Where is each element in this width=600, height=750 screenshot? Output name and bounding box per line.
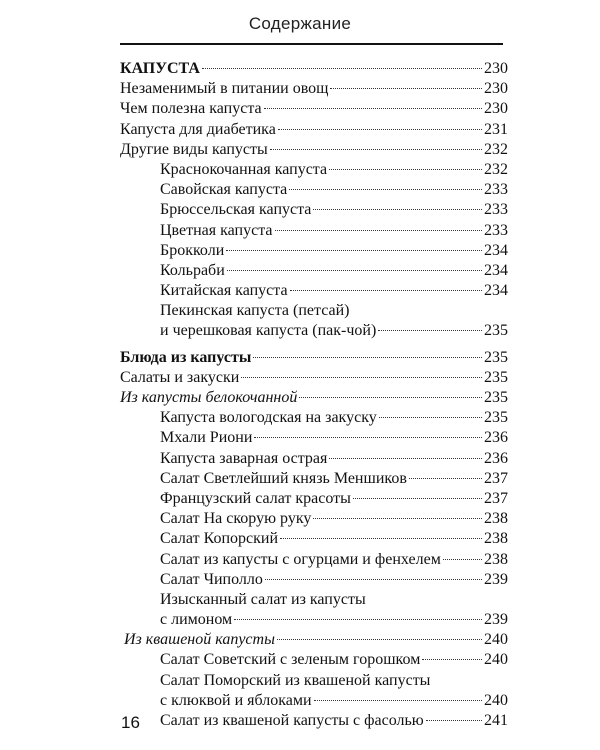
- dot-leader: [378, 330, 482, 331]
- dot-leader: [275, 230, 482, 231]
- dot-leader: [329, 169, 482, 170]
- toc-entry-page: 234: [484, 241, 508, 259]
- toc-entry: [120, 550, 508, 570]
- dot-leader: [270, 149, 482, 150]
- toc-entry: [120, 99, 508, 119]
- dot-leader: [278, 129, 482, 130]
- toc-entry-title: Салат Поморский из квашеной капусты: [160, 671, 431, 689]
- dot-leader: [426, 720, 482, 721]
- toc-entry-title: Мхали Риони: [160, 429, 253, 447]
- toc-entry-title: Салат Советский с зеленым горошком: [160, 651, 421, 669]
- toc-entry-page: 230: [484, 60, 508, 77]
- dot-leader: [409, 478, 482, 479]
- toc-entry-page: 234: [484, 261, 508, 279]
- toc-entry-title: Салат из квашеной капусты с фасолью: [160, 712, 424, 729]
- toc-entry-page: 233: [484, 181, 508, 199]
- toc-entry: [120, 120, 508, 140]
- dot-leader: [313, 209, 482, 210]
- toc-entry-title: Капуста для диабетика: [120, 120, 276, 138]
- dot-leader: [253, 357, 482, 358]
- toc-entry-title: Из капусты белокочанной: [120, 389, 298, 406]
- toc-entry-page: 238: [484, 550, 508, 568]
- toc-entry-page: 238: [484, 530, 508, 548]
- toc-entry-title: Другие виды капусты: [120, 140, 268, 158]
- toc-entry-page: 233: [484, 201, 508, 219]
- toc-entry-page: 230: [484, 80, 508, 98]
- toc-entry: [120, 489, 508, 509]
- toc-entry: [120, 368, 508, 388]
- toc-entry: [120, 160, 508, 180]
- toc-entry-title: с лимоном: [160, 611, 233, 629]
- toc-entry-title: Салат На скорую руку: [160, 510, 312, 528]
- toc-entry: [120, 630, 508, 650]
- toc-entry-title: Чем полезна капуста: [120, 100, 262, 118]
- toc-entry-page: 240: [484, 631, 508, 649]
- toc-entry-page: 235: [484, 348, 508, 366]
- toc-entry-title: и черешковая капуста (пак-чой): [160, 322, 377, 340]
- dot-leader: [443, 559, 482, 560]
- toc-entry-title: Из квашеной капусты: [124, 631, 275, 649]
- toc-entry: [120, 469, 508, 489]
- toc-entry-page: 240: [484, 651, 508, 669]
- toc-entry-title: Салат Светлейший князь Меншиков: [160, 469, 407, 487]
- dot-leader: [353, 498, 482, 499]
- toc-entry-title: Блюда из капусты: [120, 348, 252, 366]
- toc-entry-page: 239: [484, 611, 508, 629]
- toc-entry-title: Китайская капуста: [160, 282, 288, 300]
- dot-leader: [254, 437, 482, 438]
- toc-entry-title: Пекинская капуста (петсай): [160, 302, 350, 320]
- toc-entry-page: 236: [484, 449, 508, 467]
- toc-entry: [120, 570, 508, 590]
- dot-leader: [379, 417, 482, 418]
- toc-entry-page: 233: [484, 221, 508, 239]
- toc-entry-title: Салаты и закуски: [120, 368, 240, 386]
- dot-leader: [289, 189, 482, 190]
- toc-entry: [120, 281, 508, 301]
- toc-entry: [120, 79, 508, 99]
- dot-leader: [280, 538, 482, 539]
- dot-leader: [313, 518, 482, 519]
- toc-entry: [120, 180, 508, 200]
- toc-entry: [120, 200, 508, 220]
- toc-entry-page: 235: [484, 322, 508, 340]
- dot-leader: [264, 108, 482, 109]
- toc-entry-title: Французский салат красоты: [160, 489, 351, 507]
- page-number: 16: [121, 713, 140, 732]
- toc-entry: [120, 428, 508, 448]
- toc-entry-title: Краснокочанная капуста: [160, 160, 328, 178]
- running-header: Содержание: [248, 14, 352, 33]
- toc-entry: [120, 408, 508, 428]
- dot-leader: [330, 88, 482, 89]
- toc-entry-page: 232: [484, 160, 508, 178]
- toc-entry-title: Капуста вологодская на закуску: [160, 409, 377, 427]
- toc-entry: [120, 241, 508, 261]
- toc-entry-title: Незаменимый в питании овощ: [120, 80, 329, 98]
- toc-entry-page: 236: [484, 429, 508, 447]
- toc-entry-page: 235: [484, 389, 508, 406]
- dot-leader: [226, 250, 482, 251]
- toc-entry: [120, 509, 508, 529]
- toc-entry-title: Салат Чиполло: [160, 570, 263, 588]
- dot-leader: [422, 659, 482, 660]
- toc-entry: [120, 388, 508, 408]
- dot-leader: [234, 619, 482, 620]
- toc-entry-page: 232: [484, 140, 508, 158]
- toc-entry: [120, 348, 508, 368]
- toc-entry-page: 238: [484, 510, 508, 528]
- toc-entry-page: 230: [484, 100, 508, 118]
- toc-entry-title: КАПУСТА: [120, 60, 200, 77]
- toc-entry-page: 241: [484, 712, 508, 729]
- toc-entry-title: Кольраби: [160, 261, 225, 279]
- dot-leader: [290, 290, 482, 291]
- toc-entry: [120, 691, 508, 711]
- dot-leader: [241, 377, 482, 378]
- toc-entry: [120, 321, 508, 341]
- dot-leader: [329, 458, 482, 459]
- toc-entry-page: 235: [484, 409, 508, 427]
- toc-entry: [120, 590, 508, 610]
- dot-leader: [227, 270, 482, 271]
- toc-entry: [120, 449, 508, 469]
- toc-entry: [120, 301, 508, 321]
- toc-entry: [120, 671, 508, 691]
- toc-entry: [120, 140, 508, 160]
- toc-entry-page: 240: [484, 691, 508, 709]
- toc-entry-title: Изысканный салат из капусты: [160, 590, 366, 608]
- dot-leader: [202, 68, 482, 69]
- toc-entry: [120, 221, 508, 241]
- toc-entry: [120, 650, 508, 670]
- toc-entry: [120, 529, 508, 549]
- toc-entry-page: 239: [484, 570, 508, 588]
- toc-entry-title: Салат Копорский: [160, 530, 279, 548]
- table-of-contents: [120, 59, 508, 731]
- toc-entry-page: 237: [484, 489, 508, 507]
- toc-entry-page: 234: [484, 282, 508, 300]
- toc-entry-title: Цветная капуста: [160, 221, 273, 239]
- toc-entry-title: Брокколи: [160, 241, 225, 259]
- toc-entry-title: Брюссельская капуста: [160, 201, 312, 219]
- dot-leader: [277, 639, 482, 640]
- dot-leader: [299, 397, 482, 398]
- toc-entry-page: 237: [484, 469, 508, 487]
- toc-entry: [120, 261, 508, 281]
- toc-entry-title: Капуста заварная острая: [160, 449, 328, 467]
- toc-entry-title: Савойская капуста: [160, 181, 288, 199]
- dot-leader: [265, 579, 482, 580]
- toc-entry-page: 231: [484, 120, 508, 138]
- toc-entry: [120, 59, 508, 79]
- toc-entry: [120, 711, 508, 731]
- toc-entry: [120, 610, 508, 630]
- toc-entry-title: с клюквой и яблоками: [160, 691, 312, 709]
- toc-entry-title: Салат из капусты с огурцами и фенхелем: [160, 550, 441, 568]
- toc-entry-page: 235: [484, 368, 508, 386]
- header-rule: [120, 43, 503, 45]
- dot-leader: [314, 700, 482, 701]
